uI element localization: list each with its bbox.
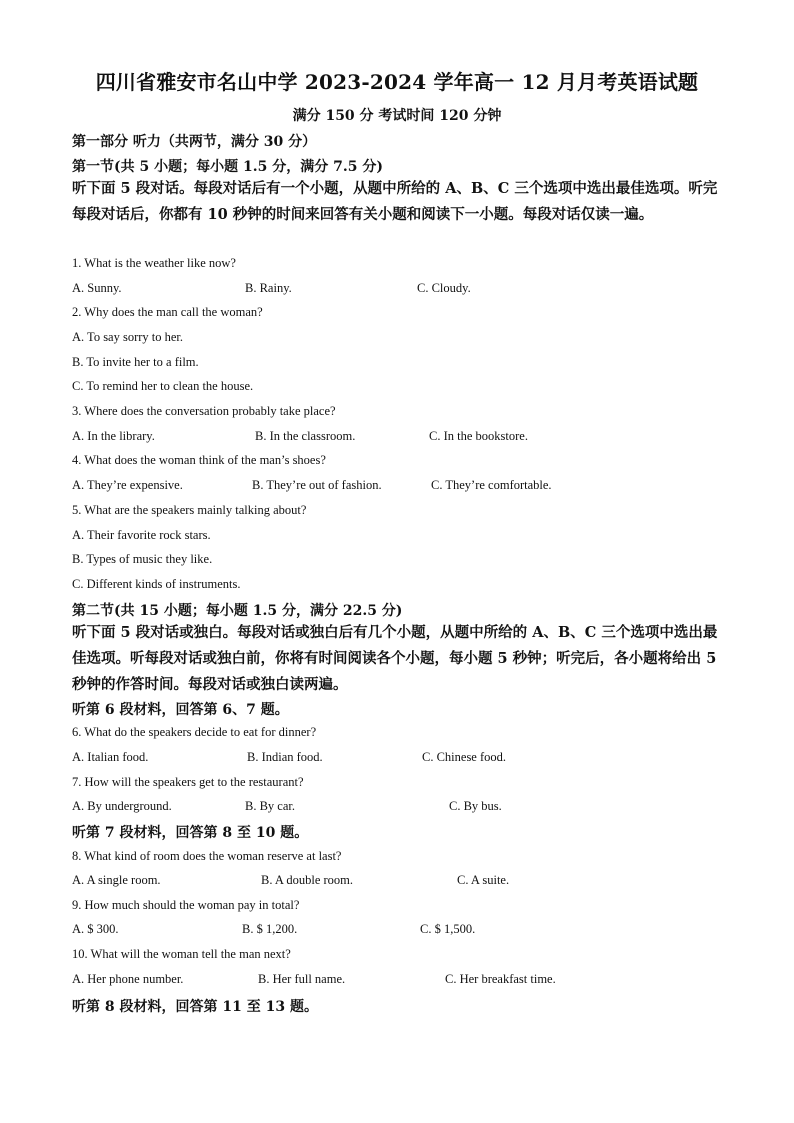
options-row-3 xyxy=(72,429,722,447)
options-row-4 xyxy=(72,478,722,496)
options-row-9 xyxy=(72,922,722,940)
page-title: 四川省雅安市名山中学 2023-2024 学年高一 12 月月考英语试题 xyxy=(95,70,699,94)
option-a: A. Her phone number. xyxy=(72,972,184,986)
option-b: B. Types of music they like. xyxy=(72,552,213,566)
option-a: A. To say sorry to her. xyxy=(72,330,184,344)
option-a: A. In the library. xyxy=(72,429,155,443)
option-c: C. By bus. xyxy=(449,799,502,813)
material-7-heading: 听第 7 段材料，回答第 8 至 10 题。 xyxy=(72,825,309,841)
material-8-heading: 听第 8 段材料，回答第 11 至 13 题。 xyxy=(72,999,318,1015)
question-3: 3. Where does the conversation probably take place? xyxy=(72,404,336,418)
question-9: 9. How much should the woman pay in total? xyxy=(72,898,300,912)
option-a: A. Italian food. xyxy=(72,750,149,764)
option-a: A. A single room. xyxy=(72,873,161,887)
part1-heading: 第一部分 听力（共两节，满分 30 分） xyxy=(72,134,317,150)
option-c: C. Different kinds of instruments. xyxy=(72,577,241,591)
option-a: A. They’re expensive. xyxy=(72,478,183,492)
options-row-10 xyxy=(72,972,722,990)
question-1: 1. What is the weather like now? xyxy=(72,256,236,270)
question-10: 10. What will the woman tell the man next? xyxy=(72,947,291,961)
option-a: A. Sunny. xyxy=(72,281,122,295)
options-row-6 xyxy=(72,750,722,768)
option-b: B. Rainy. xyxy=(245,281,292,295)
option-b: B. A double room. xyxy=(261,873,354,887)
question-4: 4. What does the woman think of the man’s shoes? xyxy=(72,453,326,467)
option-c: C. Chinese food. xyxy=(422,750,507,764)
section2-instruction: 听下面 5 段对话或独白。每段对话或独白后有几个小题，从题中所给的 A、B、C 三个选项中选出最佳选项。听每段对话或独白前，你将有时间阅读各个小题，每小题 5 秒钟；听完后，各小题将给出 5 秒钟的作答时间。每段对话或独白读两遍。 xyxy=(72,624,718,693)
question-2: 2. Why does the man call the woman? xyxy=(72,305,263,319)
option-a: A. By underground. xyxy=(72,799,172,813)
options-row-8 xyxy=(72,873,722,891)
section1-instruction: 听下面 5 段对话。每段对话后有一个小题，从题中所给的 A、B、C 三个选项中选出最佳选项。听完每段对话后，你都有 10 秒钟的时间来回答有关小题和阅读下一小题。每段对话仅读一遍。 xyxy=(72,180,718,223)
option-a: A. $ 300. xyxy=(72,922,119,936)
question-8: 8. What kind of room does the woman reserve at last? xyxy=(72,849,342,863)
material-6-heading: 听第 6 段材料，回答第 6、7 题。 xyxy=(72,702,289,718)
options-row-1 xyxy=(72,281,722,299)
option-b: B. Her full name. xyxy=(258,972,346,986)
option-b: B. $ 1,200. xyxy=(242,922,298,936)
question-7: 7. How will the speakers get to the restaurant? xyxy=(72,775,304,789)
question-5: 5. What are the speakers mainly talking about? xyxy=(72,503,307,517)
option-c: C. They’re comfortable. xyxy=(431,478,552,492)
option-c: C. In the bookstore. xyxy=(429,429,528,443)
option-b: B. To invite her to a film. xyxy=(72,355,199,369)
section2-heading: 第二节(共 15 小题；每小题 1.5 分，满分 22.5 分) xyxy=(72,603,403,619)
question-6: 6. What do the speakers decide to eat for dinner? xyxy=(72,725,317,739)
exam-info: 满分 150 分 考试时间 120 分钟 xyxy=(292,108,502,124)
option-c: C. To remind her to clean the house. xyxy=(72,379,254,393)
option-a: A. Their favorite rock stars. xyxy=(72,528,211,542)
option-c: C. Cloudy. xyxy=(417,281,471,295)
option-b: B. In the classroom. xyxy=(255,429,356,443)
option-b: B. They’re out of fashion. xyxy=(252,478,382,492)
section1-heading: 第一节(共 5 小题；每小题 1.5 分，满分 7.5 分) xyxy=(72,159,383,175)
option-c: C. $ 1,500. xyxy=(420,922,476,936)
option-c: C. A suite. xyxy=(457,873,510,887)
option-c: C. Her breakfast time. xyxy=(445,972,556,986)
option-b: B. By car. xyxy=(245,799,295,813)
options-row-7 xyxy=(72,799,722,817)
option-b: B. Indian food. xyxy=(247,750,323,764)
